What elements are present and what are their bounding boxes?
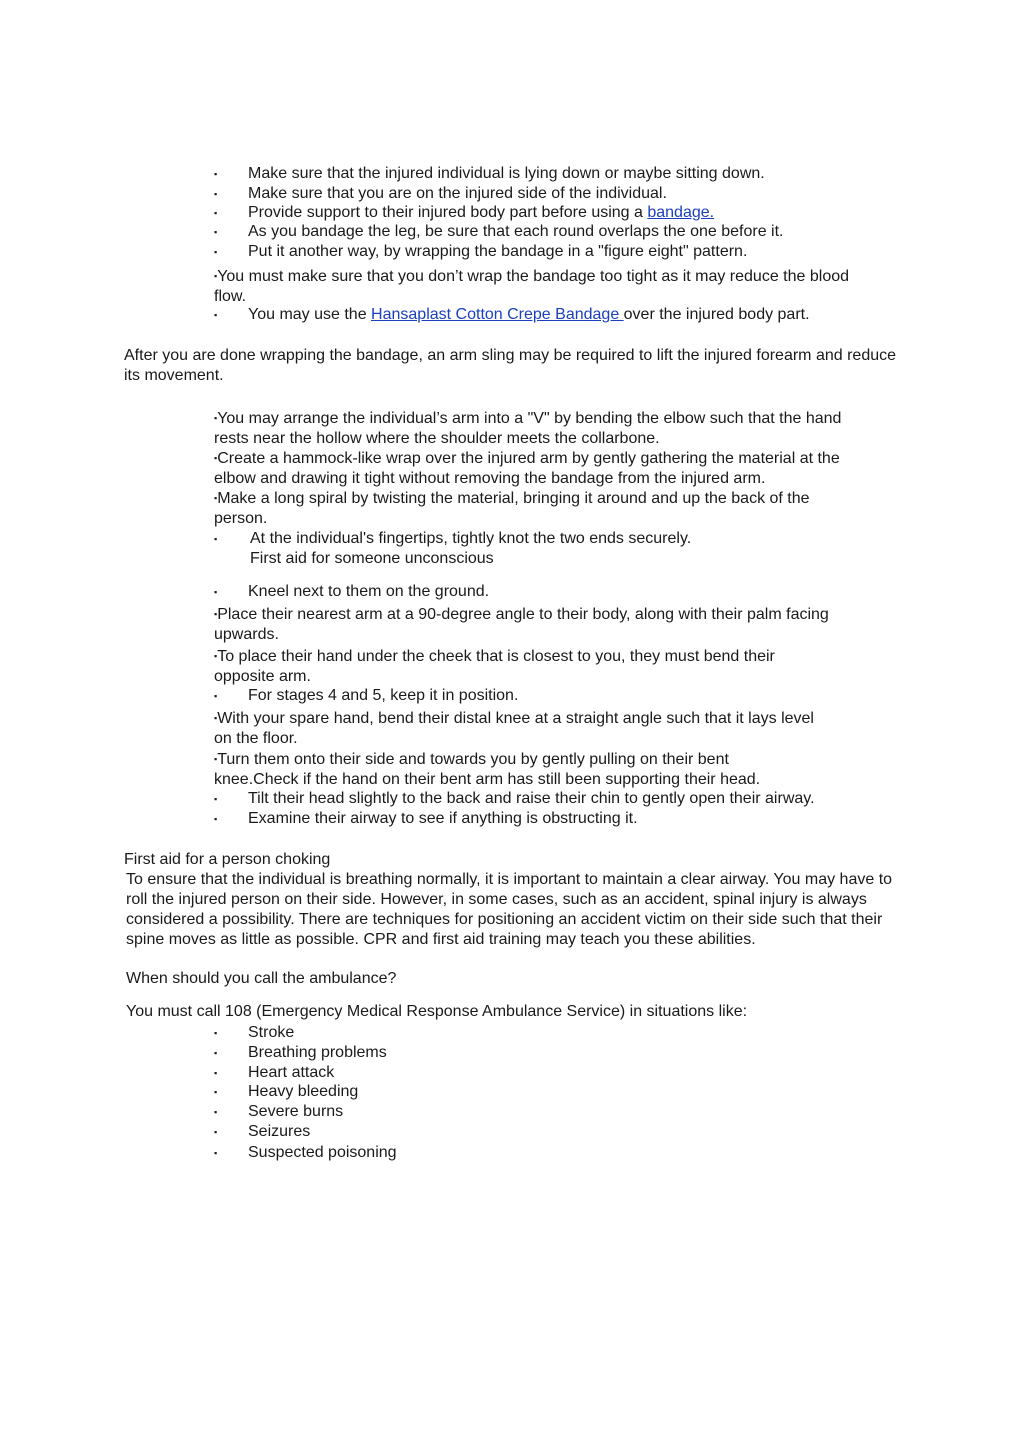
list-item-wrapped bbox=[214, 749, 814, 790]
bullet-icon: ▪ bbox=[214, 310, 218, 320]
list-item bbox=[214, 305, 894, 325]
bullet-icon: ▪ bbox=[214, 189, 218, 199]
bullet-icon: ▪ bbox=[214, 651, 218, 661]
bullet-icon: ▪ bbox=[214, 534, 218, 544]
list-item-text: Make sure that the injured individual is lying down or maybe sitting down. bbox=[248, 165, 765, 182]
list-item bbox=[214, 1102, 894, 1122]
bullet-icon: ▪ bbox=[214, 754, 218, 764]
bullet-icon: ▪ bbox=[214, 247, 218, 257]
list-item-text: Turn them onto their side and towards you by gently pulling on their bent knee.Check if the hand on their bent arm has still been supporting their head. bbox=[214, 751, 761, 788]
list-item bbox=[214, 789, 894, 809]
bandage-link[interactable]: bandage. bbox=[647, 204, 715, 221]
list-item-wrapped bbox=[214, 408, 854, 449]
bullet-icon: ▪ bbox=[214, 794, 218, 804]
list-item bbox=[214, 203, 894, 223]
list-item-text: Make a long spiral by twisting the material, bringing it around and up the back of the person. bbox=[214, 490, 810, 527]
bullet-icon: ▪ bbox=[214, 227, 218, 237]
list-item-wrapped bbox=[214, 448, 864, 489]
bullet-icon: ▪ bbox=[214, 1127, 218, 1137]
list-item-wrapped bbox=[214, 266, 854, 307]
list-item bbox=[214, 1063, 894, 1083]
list-item bbox=[214, 222, 894, 242]
bullet-icon: ▪ bbox=[214, 609, 218, 619]
list-item-text: Suspected poisoning bbox=[248, 1144, 397, 1161]
list-item-text: Place their nearest arm at a 90-degree angle to their body, along with their palm facing upwards. bbox=[214, 606, 829, 643]
list-item-text: At the individual's fingertips, tightly knot the two ends securely. bbox=[250, 530, 692, 547]
list-item-text: To place their hand under the cheek that is closest to you, they must bend their opposite arm. bbox=[214, 648, 775, 685]
list-item-wrapped bbox=[214, 604, 834, 645]
list-item-text: You must make sure that you don’t wrap the bandage too tight as it may reduce the blood flow. bbox=[214, 268, 850, 305]
list-item-text-prefix: Provide support to their injured body part before using a bbox=[248, 204, 648, 221]
list-item bbox=[214, 529, 894, 549]
bullet-icon: ▪ bbox=[214, 1028, 218, 1038]
list-item bbox=[214, 242, 894, 262]
heading-ambulance: When should you call the ambulance? bbox=[126, 970, 397, 987]
list-item bbox=[214, 582, 894, 602]
list-item bbox=[214, 164, 894, 184]
list-item-text: Breathing problems bbox=[248, 1044, 387, 1061]
bullet-icon: ▪ bbox=[214, 691, 218, 701]
list-item-text: Make sure that you are on the injured side of the individual. bbox=[248, 185, 667, 202]
bullet-icon: ▪ bbox=[214, 814, 218, 824]
list-item-text: Heart attack bbox=[248, 1064, 335, 1081]
list-item-text: For stages 4 and 5, keep it in position. bbox=[248, 687, 519, 704]
list-item bbox=[214, 686, 894, 706]
paragraph-choking: To ensure that the individual is breathing normally, it is important to maintain a clear airway. You may have to roll the injured person on their side. However, in some cases, such as an accident, spinal injury is always considered a possibility. There are techniques for positioning an accident victim on their side such that their spine moves as little as possible. CPR and first aid training may teach you these abilities. bbox=[126, 871, 893, 948]
list-item-text: Tilt their head slightly to the back and raise their chin to gently open their airway. bbox=[248, 790, 815, 807]
list-item bbox=[214, 1122, 894, 1142]
list-item bbox=[214, 1023, 894, 1043]
ambulance-intro: You must call 108 (Emergency Medical Response Ambulance Service) in situations like: bbox=[126, 1003, 748, 1020]
list-item-text: Examine their airway to see if anything is obstructing it. bbox=[248, 810, 638, 827]
list-item-text: You may arrange the individual’s arm into a "V" by bending the elbow such that the hand rests near the hollow where the shoulder meets the collarbone. bbox=[214, 410, 842, 447]
list-item-wrapped bbox=[214, 488, 859, 529]
list-item-text: Create a hammock-like wrap over the injured arm by gently gathering the material at the elbow and drawing it tight without removing the bandage from the injured arm. bbox=[214, 450, 840, 487]
list-item-text bbox=[248, 203, 894, 223]
bullet-icon: ▪ bbox=[214, 169, 218, 179]
bullet-icon: ▪ bbox=[214, 1148, 218, 1158]
list-item-text: Heavy bleeding bbox=[248, 1083, 359, 1100]
list-item-wrapped bbox=[214, 646, 829, 687]
bullet-icon: ▪ bbox=[214, 1048, 218, 1058]
list-item bbox=[214, 809, 894, 829]
list-item-text: Stroke bbox=[248, 1024, 295, 1041]
list-item bbox=[214, 1043, 894, 1063]
bullet-icon: ▪ bbox=[214, 1107, 218, 1117]
heading-unconscious: First aid for someone unconscious bbox=[250, 550, 494, 567]
list-item-text-prefix: You may use the bbox=[248, 306, 372, 323]
crepe-bandage-link[interactable]: Hansaplast Cotton Crepe Bandage bbox=[371, 306, 624, 323]
list-item-text: Severe burns bbox=[248, 1103, 344, 1120]
list-item bbox=[214, 184, 894, 204]
bullet-icon: ▪ bbox=[214, 493, 218, 503]
bullet-icon: ▪ bbox=[214, 453, 218, 463]
list-item-wrapped bbox=[214, 708, 824, 749]
list-item-text bbox=[248, 305, 894, 325]
list-item-text: Kneel next to them on the ground. bbox=[248, 583, 490, 600]
bullet-icon: ▪ bbox=[214, 1087, 218, 1097]
heading-choking: First aid for a person choking bbox=[124, 851, 331, 868]
paragraph-arm-sling: After you are done wrapping the bandage, an arm sling may be required to lift the injured forearm and reduce its movement. bbox=[124, 347, 897, 384]
list-item bbox=[214, 1082, 894, 1102]
bullet-icon: ▪ bbox=[214, 1068, 218, 1078]
bullet-icon: ▪ bbox=[214, 587, 218, 597]
bullet-icon: ▪ bbox=[214, 208, 218, 218]
bullet-icon: ▪ bbox=[214, 713, 218, 723]
list-item-text: Put it another way, by wrapping the bandage in a "figure eight" pattern. bbox=[248, 243, 748, 260]
list-item bbox=[214, 1143, 894, 1163]
bullet-icon: ▪ bbox=[214, 271, 218, 281]
bullet-icon: ▪ bbox=[214, 413, 218, 423]
list-item-text-suffix: over the injured body part. bbox=[623, 306, 810, 323]
list-item-text: Seizures bbox=[248, 1123, 311, 1140]
list-item-text: As you bandage the leg, be sure that each round overlaps the one before it. bbox=[248, 223, 784, 240]
list-item-text: With your spare hand, bend their distal knee at a straight angle such that it lays level on the floor. bbox=[214, 710, 814, 747]
